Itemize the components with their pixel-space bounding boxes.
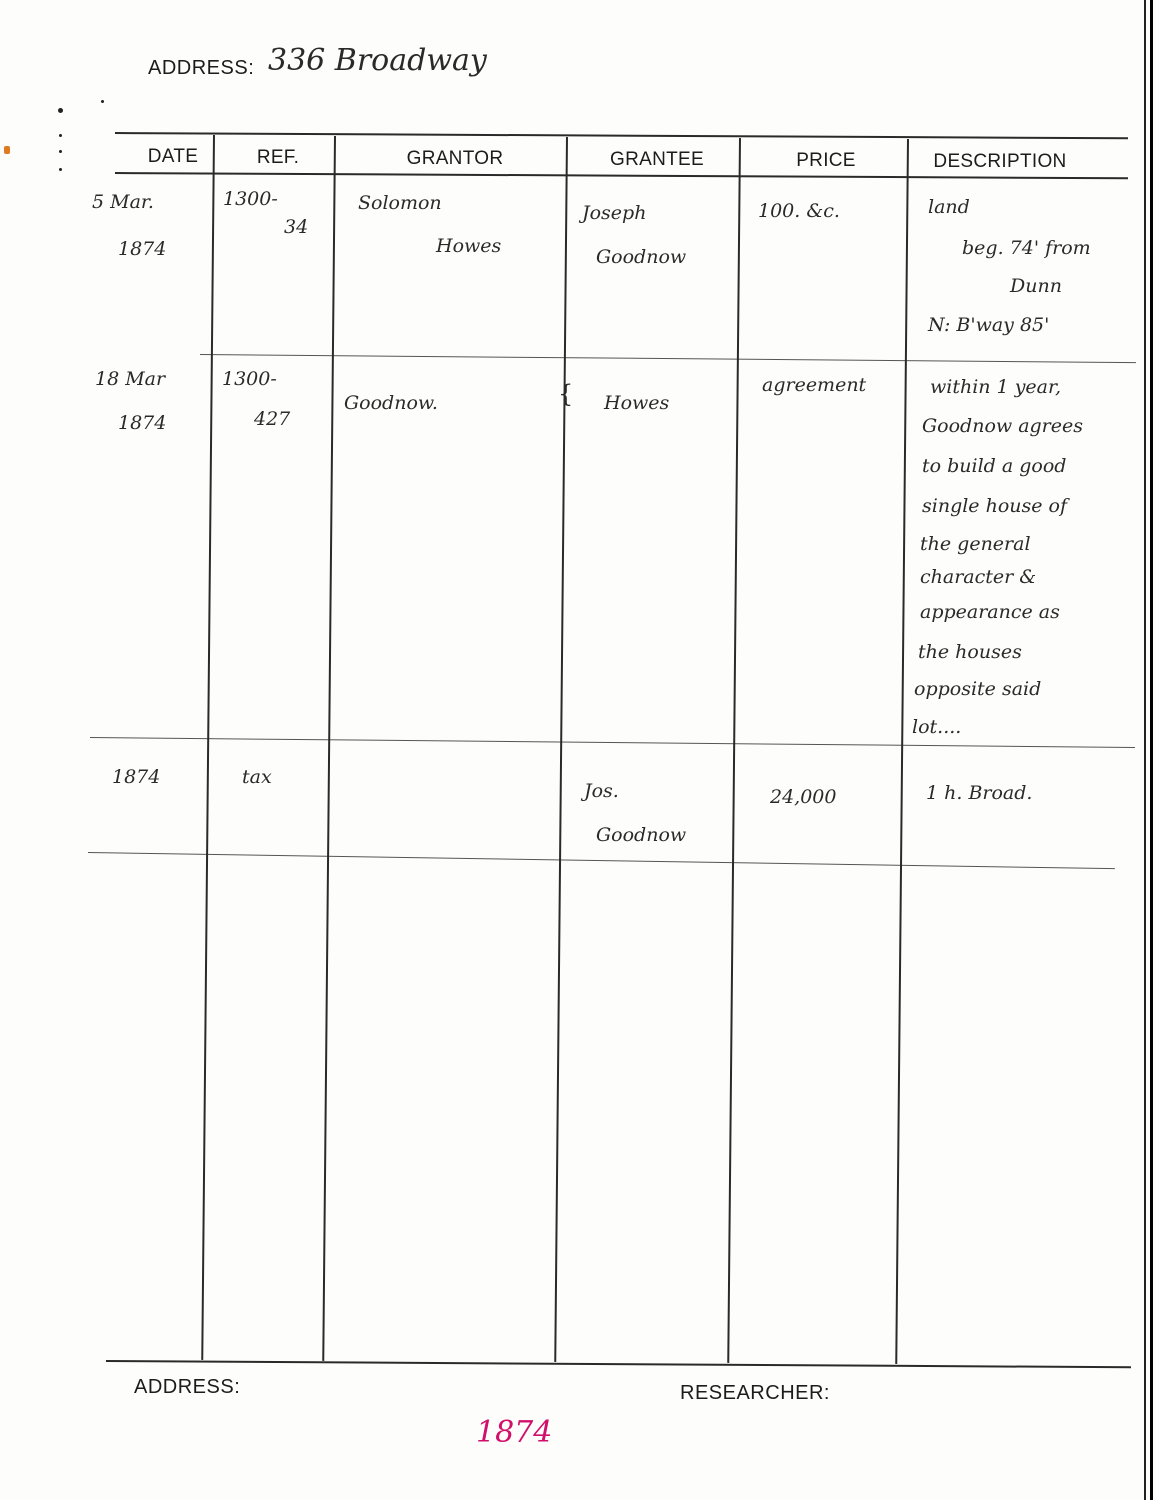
row1-price: 100. &c.: [758, 200, 840, 222]
row2-grantor: Goodnow.: [344, 392, 438, 414]
column-rule: [727, 138, 741, 1363]
page-edge-dark: [1150, 0, 1153, 1500]
margin-mark: [101, 100, 104, 103]
row2-desc-line7: appearance as: [920, 601, 1060, 623]
row3-date: 1874: [112, 766, 161, 788]
column-header-grantee: GRANTEE: [610, 149, 704, 170]
row2-desc-line2: Goodnow agrees: [922, 415, 1084, 437]
row1-date-line1: 5 Mar.: [92, 191, 154, 213]
row2-desc-line5: the general: [920, 533, 1031, 555]
row3-price: 24,000: [770, 786, 837, 808]
table-top-rule: [115, 132, 1128, 139]
column-rule: [322, 136, 336, 1361]
row1-ref-line2: 34: [284, 216, 309, 238]
row3-ref: tax: [242, 766, 272, 788]
row2-ref-line2: 427: [254, 408, 291, 430]
column-header-description: DESCRIPTION: [933, 151, 1067, 172]
row1-date-line2: 1874: [118, 238, 167, 260]
header-bottom-rule: [115, 172, 1128, 179]
brace-mark: {: [558, 380, 574, 408]
row1-desc-line4: N: B'way 85': [928, 314, 1050, 336]
row2-desc-line4: single house of: [922, 495, 1068, 517]
margin-mark: [59, 150, 62, 153]
footer-researcher-label: RESEARCHER:: [680, 1382, 830, 1404]
column-rule: [895, 139, 909, 1364]
table-bottom-rule: [106, 1360, 1131, 1368]
row1-grantee-line1: Joseph: [582, 202, 647, 224]
row2-desc-line6: character &: [920, 566, 1037, 588]
row2-date-line1: 18 Mar: [95, 368, 166, 390]
margin-mark: [59, 134, 62, 137]
row2-desc-line1: within 1 year,: [930, 376, 1062, 398]
row1-desc-line3: Dunn: [1010, 275, 1062, 297]
row3-desc: 1 h. Broad.: [926, 782, 1033, 804]
row3-grantee-line1: Jos.: [584, 780, 619, 802]
row1-desc-line1: land: [928, 196, 970, 218]
row1-desc-line2: beg. 74' from: [962, 237, 1091, 259]
row3-grantee-line2: Goodnow: [596, 824, 687, 846]
margin-mark: [59, 168, 62, 171]
column-header-price: PRICE: [796, 150, 856, 171]
margin-mark-orange: [4, 146, 10, 154]
row2-desc-line9: opposite said: [914, 678, 1042, 700]
row1-ref-line1: 1300-: [223, 188, 278, 210]
column-rule: [201, 135, 215, 1360]
address-value: 336 Broadway: [268, 43, 487, 78]
row1-grantor-line1: Solomon: [358, 192, 442, 214]
footer-year-note: 1874: [476, 1415, 553, 1450]
row2-ref-line1: 1300-: [222, 368, 277, 390]
row2-desc-line10: lot....: [912, 716, 962, 738]
column-header-ref: REF.: [256, 147, 300, 168]
row-divider: [90, 737, 1135, 748]
column-header-grantor: GRANTOR: [406, 148, 504, 169]
row-divider: [200, 354, 1136, 363]
row2-grantee: Howes: [604, 392, 670, 414]
address-label: ADDRESS:: [148, 57, 255, 79]
column-rule: [554, 137, 568, 1362]
row2-date-line2: 1874: [118, 412, 167, 434]
page-edge: [1144, 0, 1146, 1500]
row-divider: [88, 852, 1115, 869]
margin-mark: [58, 108, 63, 113]
row1-grantee-line2: Goodnow: [596, 246, 687, 268]
row2-price: agreement: [762, 374, 867, 396]
row2-desc-line3: to build a good: [922, 455, 1067, 477]
footer-address-label: ADDRESS:: [134, 1376, 241, 1398]
row1-grantor-line2: Howes: [436, 235, 502, 257]
column-header-date: DATE: [147, 146, 199, 167]
row2-desc-line8: the houses: [918, 641, 1022, 663]
